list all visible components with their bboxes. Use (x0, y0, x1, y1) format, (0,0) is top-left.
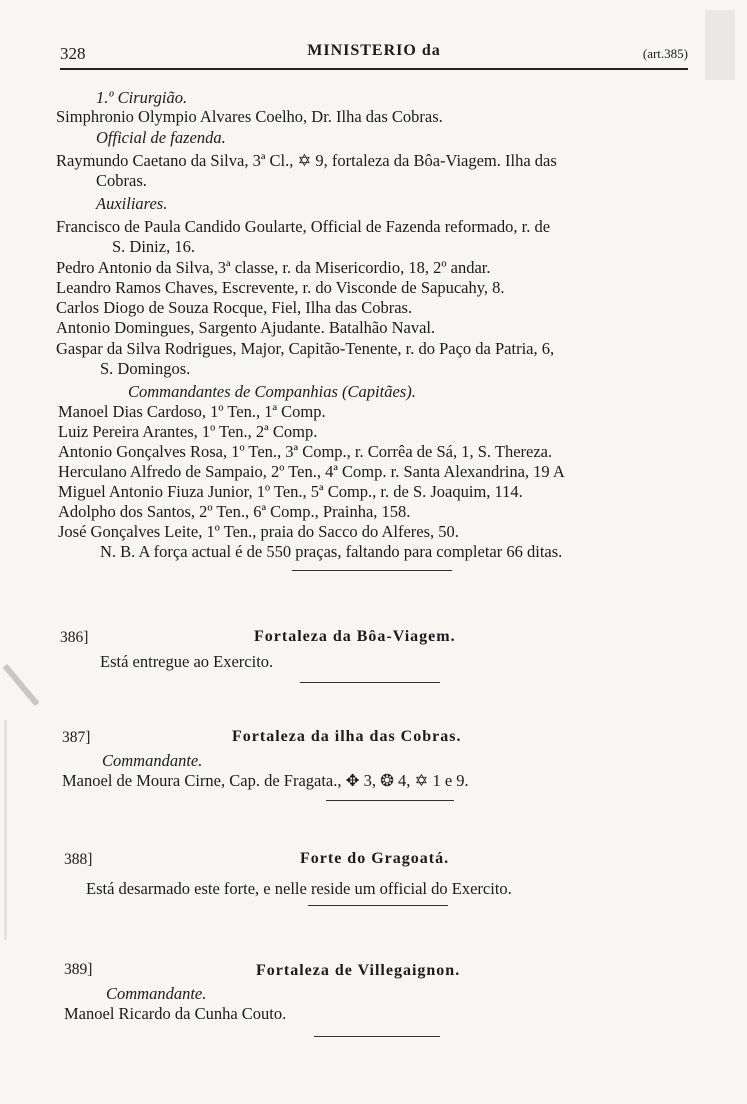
section-title: Fortaleza da Bôa-Viagem. (254, 628, 456, 645)
entry-line: Antonio Domingues, Sargento Ajudante. Batalhão Naval. (56, 318, 436, 337)
entry-line: Raymundo Caetano da Silva, 3ª Cl., ✡ 9, fortaleza da Bôa-Viagem. Ilha das (56, 151, 557, 170)
section-number: 388] (64, 851, 93, 868)
subheading-auxiliares: Auxiliares. (96, 194, 168, 213)
section-divider (314, 1036, 440, 1037)
section-number: 387] (62, 729, 91, 746)
article-reference: (art.385) (642, 46, 688, 61)
subheading-commandante: Commandante. (102, 751, 203, 770)
page-number: 328 (60, 44, 86, 63)
entry-line: Adolpho dos Santos, 2º Ten., 6ª Comp., Prainha, 158. (58, 502, 411, 521)
scan-edge-noise (4, 720, 7, 940)
entry-line: Manoel Dias Cardoso, 1º Ten., 1ª Comp. (58, 402, 326, 421)
section-title: Forte do Gragoatá. (300, 850, 450, 867)
section-number: 386] (60, 629, 89, 646)
entry-line: José Gonçalves Leite, 1º Ten., praia do Sacco do Alferes, 50. (58, 522, 459, 541)
entry-line: Miguel Antonio Fiuza Junior, 1º Ten., 5ª Comp., r. de S. Joaquim, 114. (58, 482, 523, 501)
section-divider (292, 570, 452, 571)
section-title: Fortaleza de Villegaignon. (256, 962, 461, 979)
entry-line: Herculano Alfredo de Sampaio, 2º Ten., 4ª Comp. r. Santa Alexandrina, 19 A (58, 462, 565, 481)
entry-line: Pedro Antonio da Silva, 3ª classe, r. da Misericordio, 18, 2º andar. (56, 258, 491, 277)
section-divider (326, 800, 454, 801)
section-body: Está entregue ao Exercito. (100, 652, 274, 671)
section-divider (300, 682, 440, 683)
subheading-commandantes: Commandantes de Companhias (Capitães). (128, 382, 416, 401)
running-title: MINISTERIO da (307, 42, 441, 59)
scan-edge-noise (705, 10, 735, 80)
section-number: 389] (64, 961, 93, 978)
entry-line-continued: S. Domingos. (100, 359, 191, 378)
scan-smudge (3, 664, 40, 706)
section-body: Manoel Ricardo da Cunha Couto. (64, 1004, 287, 1023)
section-body: Está desarmado este forte, e nelle reside um official do Exercito. (86, 879, 512, 898)
section-title: Fortaleza da ilha das Cobras. (232, 728, 462, 745)
section-divider (308, 905, 448, 906)
entry-line: Antonio Gonçalves Rosa, 1º Ten., 3ª Comp., r. Corrêa de Sá, 1, S. Thereza. (58, 442, 553, 461)
entry-line: Gaspar da Silva Rodrigues, Major, Capitão-Tenente, r. do Paço da Patria, 6, (56, 339, 555, 358)
entry-line-continued: Cobras. (96, 171, 147, 190)
subheading-commandante: Commandante. (106, 984, 207, 1003)
entry-line: Francisco de Paula Candido Goularte, Official de Fazenda reformado, r. de (56, 217, 551, 236)
subheading-cirurgiao: 1.º Cirurgião. (96, 88, 188, 107)
page-header (60, 40, 688, 70)
entry-line: Simphronio Olympio Alvares Coelho, Dr. Ilha das Cobras. (56, 107, 443, 126)
subheading-official: Official de fazenda. (96, 128, 226, 147)
nota-bene: N. B. A força actual é de 550 praças, faltando para completar 66 ditas. (100, 542, 563, 561)
entry-line: Leandro Ramos Chaves, Escrevente, r. do Visconde de Sapucahy, 8. (56, 278, 505, 297)
entry-line: Luiz Pereira Arantes, 1º Ten., 2ª Comp. (58, 422, 318, 441)
entry-line: Carlos Diogo de Souza Rocque, Fiel, Ilha das Cobras. (56, 298, 413, 317)
entry-line-continued: S. Diniz, 16. (112, 237, 195, 256)
section-body: Manoel de Moura Cirne, Cap. de Fragata., ✥ 3, ❂ 4, ✡ 1 e 9. (62, 771, 469, 790)
